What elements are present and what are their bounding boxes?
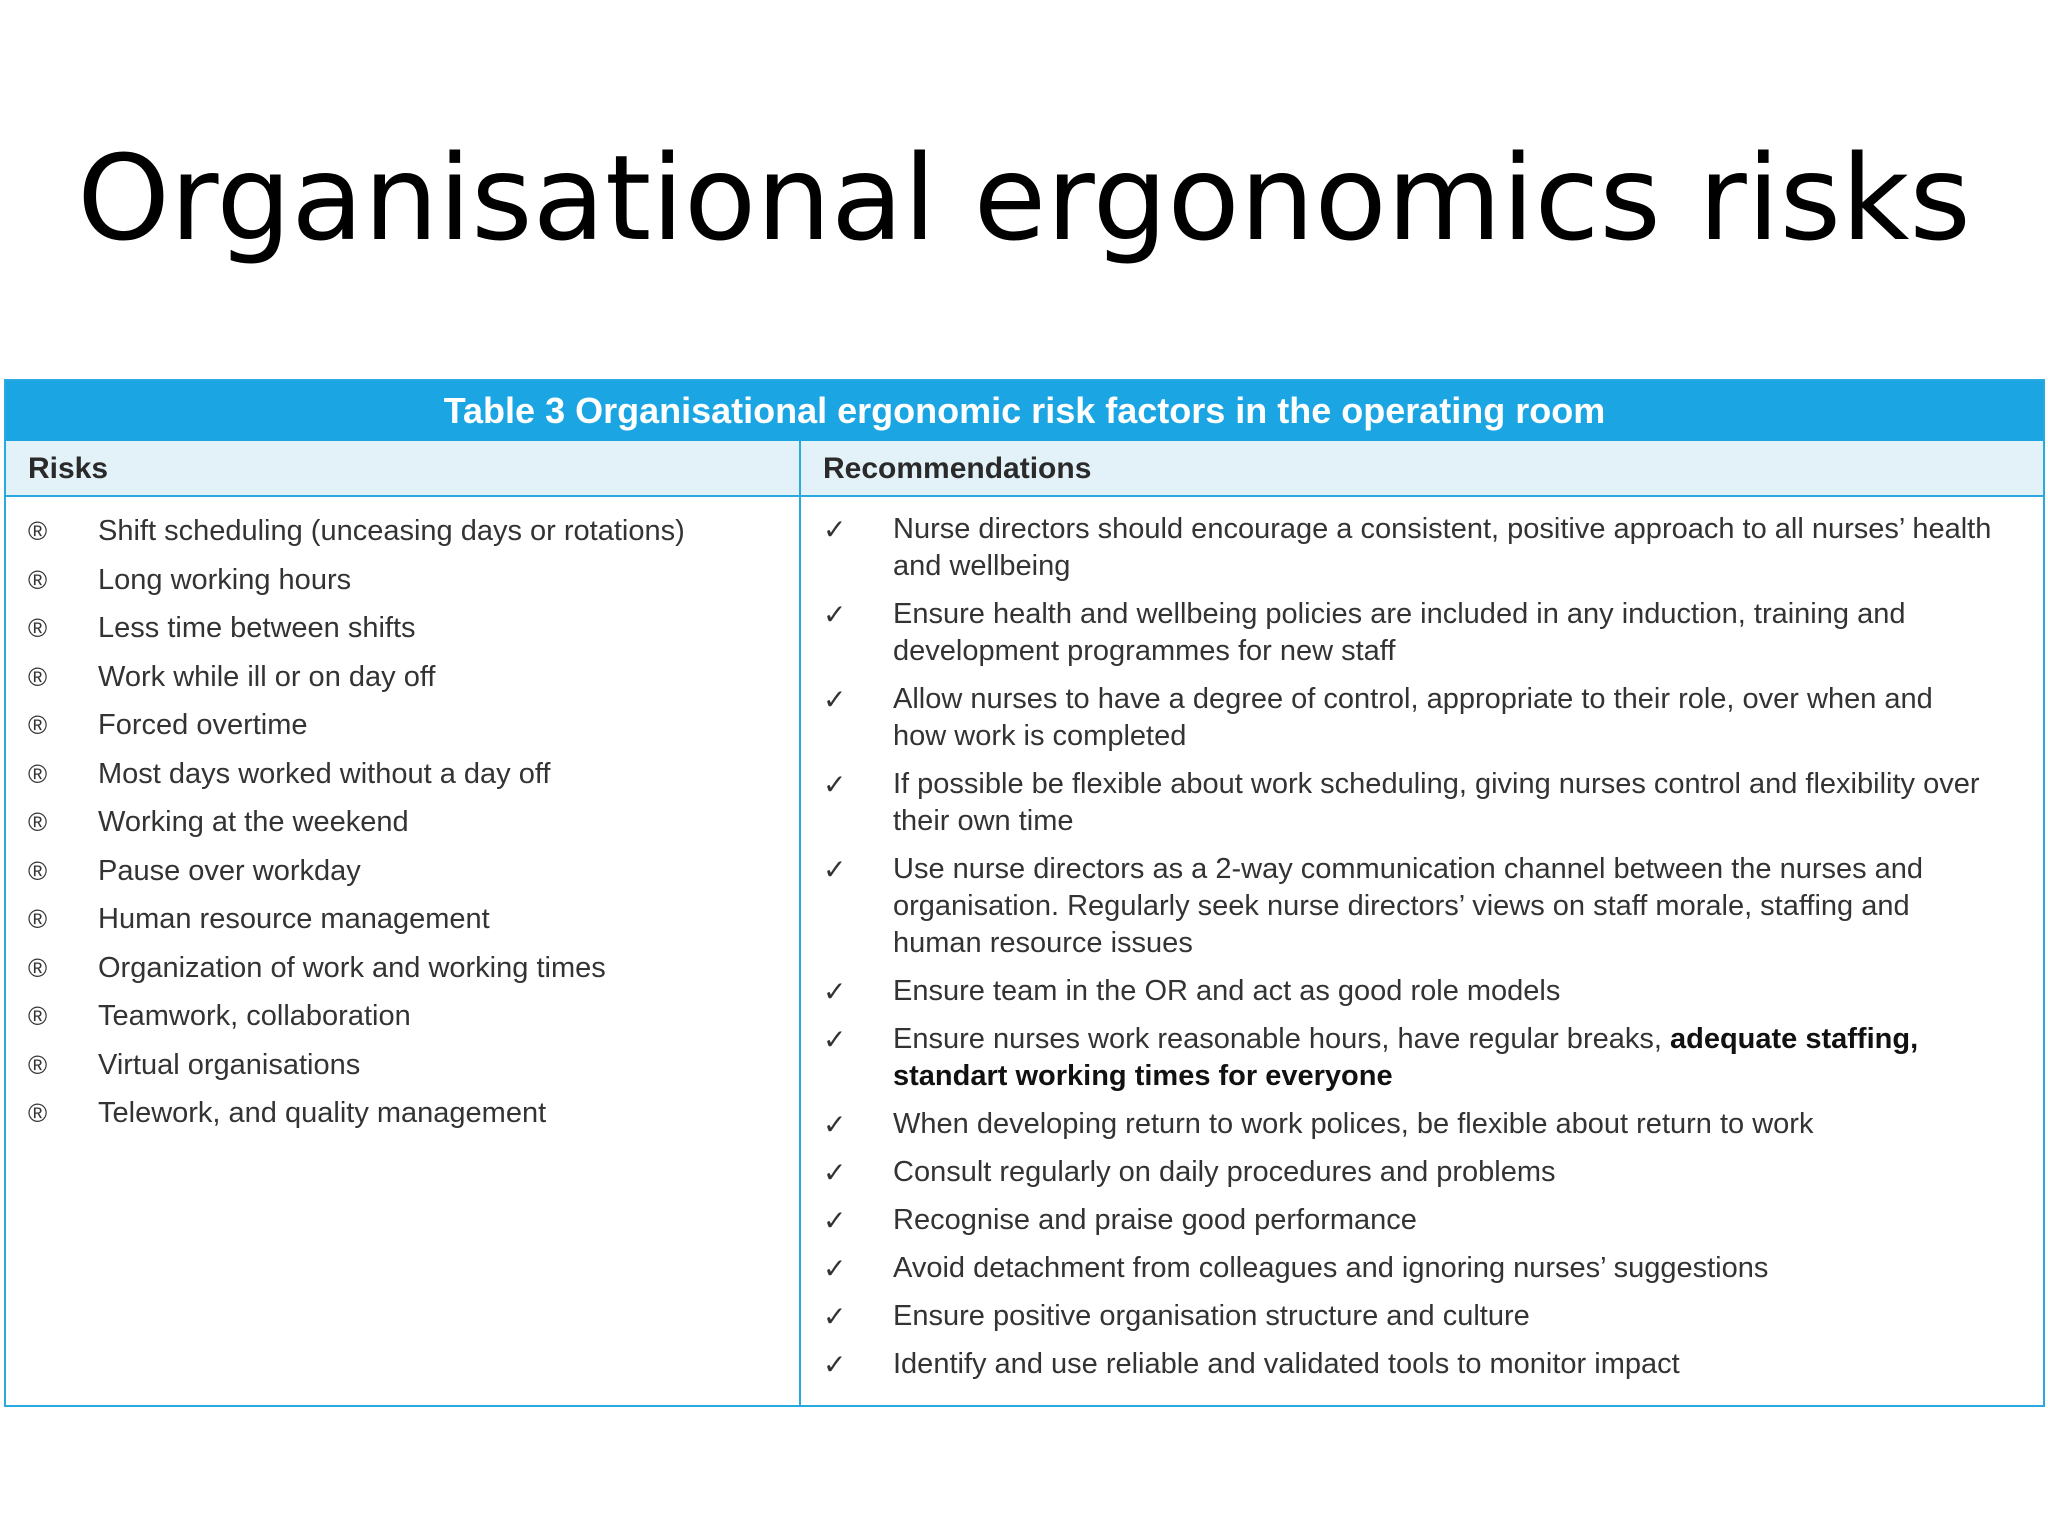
recommendation-text: Ensure health and wellbeing policies are included in any induction, training and development programmes for new staff xyxy=(893,598,1906,667)
registered-bullet-icon: ® xyxy=(28,710,48,740)
risk-item xyxy=(6,511,799,560)
risk-text: Work while ill or on day off xyxy=(98,660,436,693)
recommendation-text: When developing return to work polices, be flexible about return to work xyxy=(893,1108,1814,1140)
risk-text: Teamwork, collaboration xyxy=(98,1000,411,1032)
recommendation-text: Consult regularly on daily procedures and problems xyxy=(893,1156,1556,1188)
recommendation-list xyxy=(801,497,2043,1405)
risk-item xyxy=(6,657,799,706)
recommendation-item xyxy=(801,1154,2043,1191)
slide-title: Organisational ergonomics risks xyxy=(77,129,1971,267)
check-icon: ✓ xyxy=(823,514,847,545)
risk-table xyxy=(4,379,2045,1407)
check-icon: ✓ xyxy=(823,684,847,715)
risk-list xyxy=(6,497,801,1405)
recommendation-item xyxy=(801,1021,2043,1095)
risk-text: Pause over workday xyxy=(98,854,361,887)
risk-text: Less time between shifts xyxy=(98,612,416,644)
registered-bullet-icon: ® xyxy=(28,661,48,692)
recommendation-item xyxy=(801,1346,2043,1383)
risk-text: Working at the weekend xyxy=(98,806,409,838)
risk-item xyxy=(6,705,799,754)
risks-header: Risks xyxy=(6,441,801,495)
risk-text: Virtual organisations xyxy=(98,1048,361,1081)
risk-text: Long working hours xyxy=(98,563,352,596)
check-icon: ✓ xyxy=(823,769,847,800)
risk-item xyxy=(6,608,799,657)
check-icon: ✓ xyxy=(823,1349,847,1380)
registered-bullet-icon: ® xyxy=(28,855,48,886)
recommendation-text: Avoid detachment from colleagues and ignoring nurses’ suggestions xyxy=(893,1252,1769,1284)
risk-item xyxy=(6,948,799,997)
risk-item xyxy=(6,560,799,609)
risk-item xyxy=(6,1093,799,1142)
recommendations-header: Recommendations xyxy=(823,452,1092,485)
risk-text: Organization of work and working times xyxy=(98,951,606,984)
recommendation-emphasis: adequate staffing, standart working times for everyone xyxy=(893,1023,1919,1092)
registered-bullet-icon: ® xyxy=(28,613,48,643)
recommendation-item xyxy=(801,681,2043,755)
recommendation-item xyxy=(801,973,2043,1010)
recommendation-text: If possible be flexible about work scheduling, giving nurses control and flexibility over their own time xyxy=(893,768,1980,837)
recommendation-text: Recognise and praise good performance xyxy=(893,1204,1417,1236)
recommendation-item xyxy=(801,596,2043,670)
registered-bullet-icon: ® xyxy=(28,1001,48,1031)
check-icon: ✓ xyxy=(823,1205,847,1236)
check-icon: ✓ xyxy=(823,1024,847,1055)
recommendation-item xyxy=(801,851,2043,962)
risk-text: Telework, and quality management xyxy=(98,1097,547,1129)
recommendation-text: Ensure positive organisation structure and culture xyxy=(893,1300,1530,1332)
recommendation-item xyxy=(801,1106,2043,1143)
registered-bullet-icon: ® xyxy=(28,758,48,789)
risk-text: Forced overtime xyxy=(98,709,308,741)
risk-item xyxy=(6,1045,799,1094)
recommendation-item xyxy=(801,511,2043,585)
risk-item xyxy=(6,851,799,900)
table-header-row xyxy=(6,441,2043,497)
table-caption: Table 3 Organisational ergonomic risk factors in the operating room xyxy=(6,381,2043,441)
recommendation-item xyxy=(801,1250,2043,1287)
risk-item xyxy=(6,754,799,803)
recommendation-text: Ensure team in the OR and act as good role models xyxy=(893,975,1561,1007)
recommendation-item xyxy=(801,1202,2043,1239)
registered-bullet-icon: ® xyxy=(28,564,48,595)
recommendation-text: Allow nurses to have a degree of control, appropriate to their role, over when and how work is completed xyxy=(893,683,1933,752)
check-icon: ✓ xyxy=(823,1157,847,1188)
table-body xyxy=(6,497,2043,1405)
risk-item xyxy=(6,802,799,851)
risk-text: Shift scheduling (unceasing days or rotations) xyxy=(98,515,685,547)
recommendation-text: Ensure nurses work reasonable hours, have regular breaks, adequate staffing, standart working times for everyone xyxy=(893,1023,1919,1092)
recommendation-item xyxy=(801,766,2043,840)
check-icon: ✓ xyxy=(823,1301,847,1332)
check-icon: ✓ xyxy=(823,1109,847,1140)
registered-bullet-icon: ® xyxy=(28,904,48,934)
recommendation-item xyxy=(801,1298,2043,1335)
check-icon: ✓ xyxy=(823,1253,847,1284)
registered-bullet-icon: ® xyxy=(28,1049,48,1080)
risk-item xyxy=(6,996,799,1045)
recommendation-text: Nurse directors should encourage a consistent, positive approach to all nurses’ health and wellbeing xyxy=(893,513,1992,582)
registered-bullet-icon: ® xyxy=(28,952,48,983)
registered-bullet-icon: ® xyxy=(28,1098,48,1128)
recommendation-text: Use nurse directors as a 2-way communication channel between the nurses and organisation. Regularly seek nurse directors’ views on staff morale, staffing and human resource issues xyxy=(893,853,1924,959)
check-icon: ✓ xyxy=(823,976,847,1007)
recommendation-text: Identify and use reliable and validated tools to monitor impact xyxy=(893,1348,1680,1380)
risk-item xyxy=(6,899,799,948)
registered-bullet-icon: ® xyxy=(28,516,48,546)
registered-bullet-icon: ® xyxy=(28,807,48,837)
check-icon: ✓ xyxy=(823,854,847,885)
risk-text: Human resource management xyxy=(98,903,490,935)
check-icon: ✓ xyxy=(823,599,847,630)
risk-text: Most days worked without a day off xyxy=(98,757,551,790)
